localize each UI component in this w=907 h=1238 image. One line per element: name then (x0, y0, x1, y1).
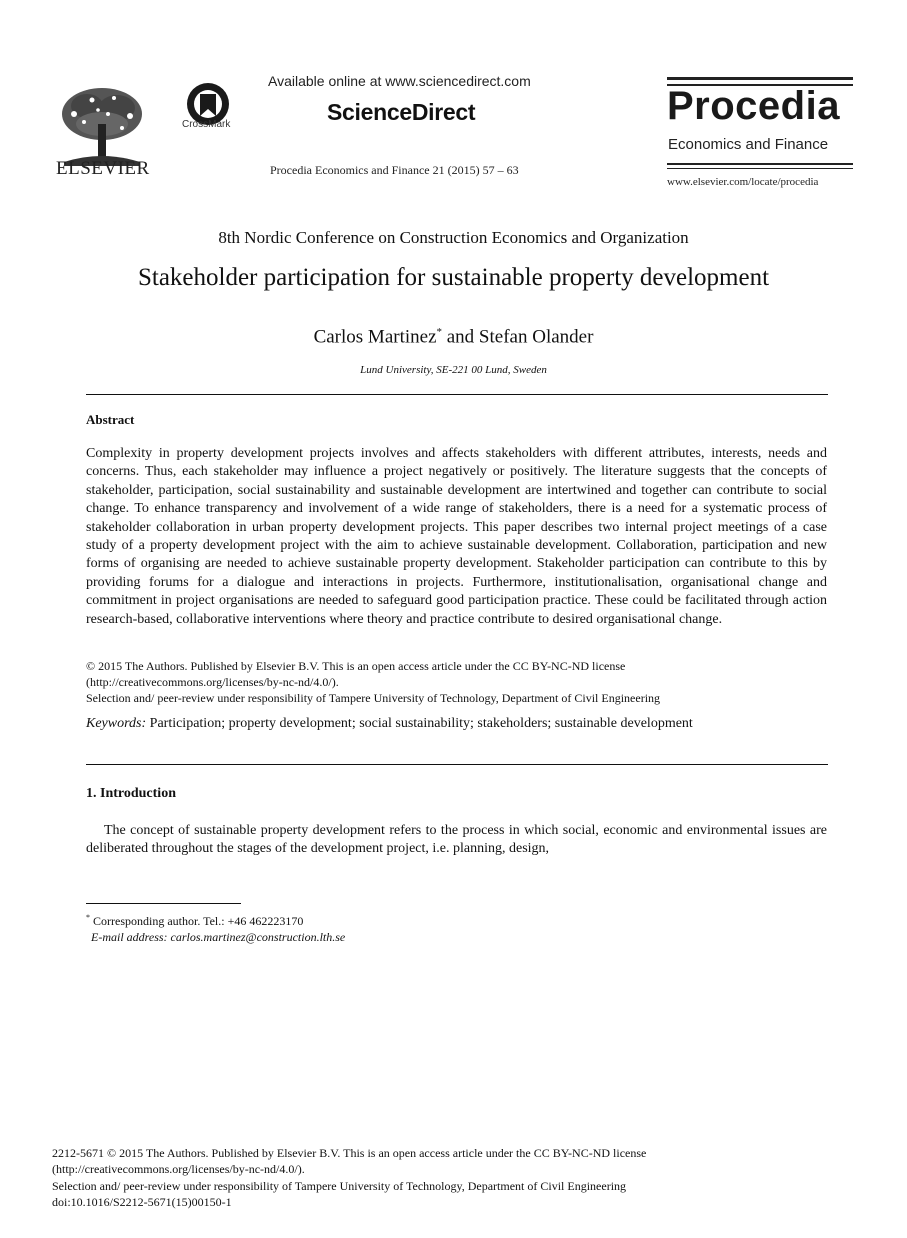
email-line[interactable]: E-mail address: carlos.martinez@construction.lth.se (91, 930, 346, 944)
issn-line: 2212-5671 © 2015 The Authors. Published by Elsevier B.V. This is an open access article under the CC BY-NC-ND license (52, 1146, 647, 1160)
copyright-notice (86, 658, 827, 706)
crossmark-label: CrossMark (182, 119, 231, 130)
footnote-rule (86, 903, 241, 904)
peer-review-line: Selection and/ peer-review under responsibility of Tampere University of Technology, Department of Civil Engineering (86, 691, 661, 705)
bottom-license-block (52, 1145, 852, 1210)
keywords-label: Keywords: (86, 716, 147, 731)
elsevier-wordmark: ELSEVIER (56, 158, 150, 179)
divider (86, 394, 828, 395)
footnote-text: Corresponding author. Tel.: +46 462223170 (90, 914, 304, 928)
author-name: and Stefan Olander (442, 326, 594, 348)
affiliation: Lund University, SE-221 00 Lund, Sweden (360, 364, 547, 376)
keywords (86, 716, 827, 732)
conference-name: 8th Nordic Conference on Construction Economics and Organization (218, 228, 689, 247)
footnote (86, 910, 345, 945)
section-body: The concept of sustainable property development refers to the process in which social, economic and environmental issues are deliberated throughout the stages of the development project, i.e. planning, design, (86, 823, 827, 857)
footnote-mark: * (86, 913, 90, 922)
abstract-heading: Abstract (86, 412, 135, 427)
journal-reference: Procedia Economics and Finance 21 (2015) 57 – 63 (270, 163, 519, 177)
procedia-rule (667, 163, 853, 165)
keywords-list: Participation; property development; social sustainability; stakeholders; sustainable development (146, 716, 693, 731)
corresponding-mark: * (436, 326, 442, 338)
copyright-line: © 2015 The Authors. Published by Elsevier B.V. This is an open access article under the CC BY-NC-ND license (86, 659, 626, 673)
author-list (0, 326, 907, 348)
divider (86, 764, 828, 765)
doi-line[interactable]: doi:10.1016/S2212-5671(15)00150-1 (52, 1194, 232, 1209)
procedia-logo: Procedia (667, 84, 840, 128)
procedia-rule (667, 168, 853, 169)
abstract-body: Complexity in property development projects involves and affects stakeholders with different attributes, interests, needs and concerns. Thus, each stakeholder may influence a project negatively or positively. The literature suggests that the concepts of stakeholder, participation, social sustainability and sustainable development are intertwined and together can contribute to social change. To enhance transparency and involvement of a wide range of stakeholders, there is a need for a systematic process of stakeholder collaboration in urban property development projects. This paper describes two internal project meetings of a case study of a property development project with the aim to achieve sustainable development. Collaboration, participation and new forms of organising are needed to achieve sustainable property development. Stakeholder participation can contribute to this by providing forums for a dialogue and interactions in projects. Furthermore, institutionalisation, organisational change and commitment in project organisations are needed to safeguard good participation practice. These could be facilitated through action research-based, collaborative interventions where theory and practice contribute to desired organisational change. (86, 446, 827, 627)
license-link[interactable]: (http://creativecommons.org/licenses/by-nc-nd/4.0/). (86, 675, 339, 689)
article-title: Stakeholder participation for sustainable property development (137, 264, 770, 291)
available-online-text[interactable]: Available online at www.sciencedirect.com (268, 73, 531, 89)
sciencedirect-logo: ScienceDirect (327, 99, 476, 125)
procedia-rule (667, 77, 853, 80)
procedia-subtitle: Economics and Finance (668, 136, 829, 153)
section-heading: 1. Introduction (86, 786, 176, 801)
peer-review-line: Selection and/ peer-review under responsibility of Tampere University of Technology, Department of Civil Engineering (52, 1178, 627, 1193)
procedia-url-link[interactable]: www.elsevier.com/locate/procedia (667, 176, 819, 188)
author-name: Carlos Martinez (313, 326, 437, 348)
license-link[interactable]: (http://creativecommons.org/licenses/by-nc-nd/4.0/). (52, 1162, 305, 1177)
